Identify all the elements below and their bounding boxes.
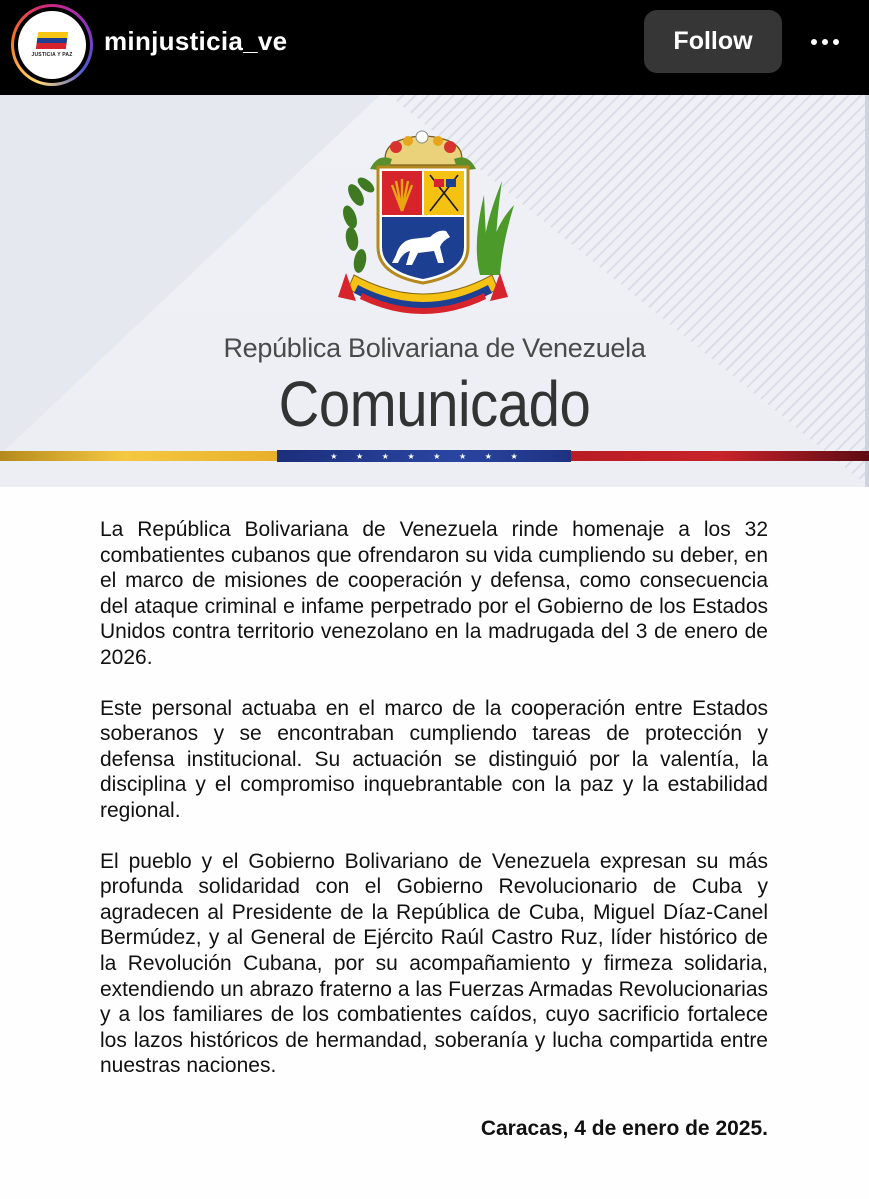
story-ring-avatar[interactable] — [11, 4, 93, 86]
communique-title: Comunicado — [278, 368, 591, 440]
post-image[interactable] — [0, 95, 869, 1199]
flag-yellow-stripe — [0, 451, 277, 461]
flag-blue-stripe — [277, 450, 571, 462]
paragraph: La República Bolivariana de Venezuela rinde homenaje a los 32 combatientes cubanos que ofrendaron su vida cumpliendo su deber, en el marco de misiones de cooperación y defensa, como consecuencia del ataque criminal e infame perpetrado por el Gobierno de los Estados Unidos contra territorio venezolano en la madrugada del 3 de enero de 2026. — [100, 518, 768, 669]
avatar[interactable] — [18, 11, 86, 79]
avatar-logo-text: JUSTICIA Y PAZ — [31, 52, 73, 58]
republic-subtitle: República Bolivariana de Venezuela — [223, 333, 646, 363]
username-link[interactable]: minjusticia_ve — [104, 26, 288, 56]
coat-of-arms-icon — [326, 125, 520, 325]
star-icon: ★ — [484, 451, 492, 461]
star-icon: ★ — [510, 451, 518, 461]
star-icon: ★ — [459, 451, 467, 461]
venezuela-flag-icon — [36, 32, 68, 49]
paragraph: Este personal actuaba en el marco de la cooperación entre Estados soberanos y se encontraban cumpliendo tareas de protección y defensa institucional. Su actuación se distinguió por la valentía, la disciplina y el compromiso inquebrantable con la paz y la estabilidad regional. — [100, 696, 768, 822]
flag-stripe-bar — [0, 450, 869, 462]
star-icon: ★ — [330, 451, 338, 461]
banner-edge — [865, 95, 869, 487]
star-icon: ★ — [433, 451, 441, 461]
star-icon: ★ — [407, 451, 415, 461]
post-header — [0, 0, 869, 95]
signoff-date: Caracas, 4 de enero de 2025. — [480, 1117, 768, 1140]
communique-body — [100, 517, 768, 1104]
more-options-icon[interactable] — [800, 24, 850, 60]
star-icon: ★ — [381, 451, 389, 461]
star-icon: ★ — [356, 451, 364, 461]
paragraph: El pueblo y el Gobierno Bolivariano de Venezuela expresan su más profunda solidaridad con el Gobierno Revolucionario de Cuba y agradecen al Presidente de la República de Cuba, Miguel Díaz-Canel Bermúdez, y al General de Ejército Raúl Castro Ruz, líder histórico de la Revolución Cubana, por su acompañamiento y firmeza solidaria, extendiendo un abrazo fraterno a las Fuerzas Armadas Revolucionarias y a los familiares de los combatientes caídos, cuyo sacrificio fortalece los lazos históricos de hermandad, soberanía y lucha compartida entre nuestras naciones. — [100, 849, 768, 1078]
follow-button[interactable]: Follow — [644, 10, 782, 73]
flag-red-stripe — [571, 451, 869, 461]
communique-banner — [0, 95, 869, 487]
